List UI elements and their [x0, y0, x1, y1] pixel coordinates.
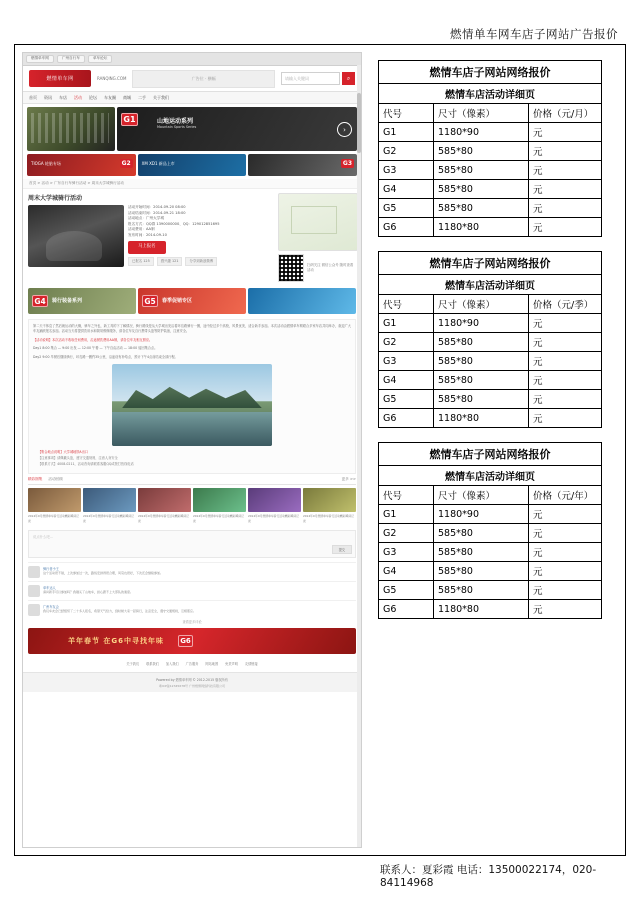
header-price: 价格（元/月）: [529, 104, 602, 123]
comment-item: [28, 600, 356, 616]
cell-size: 585*80: [434, 581, 529, 600]
cell-code: G2: [379, 333, 434, 352]
cell-price: 元: [529, 562, 602, 581]
cell-price: 元: [529, 314, 602, 333]
avatar: [28, 585, 40, 597]
cell-code: G4: [379, 371, 434, 390]
table-subtitle: 燃情车店活动详细页: [379, 466, 602, 486]
header-size: 尺寸（像素）: [434, 104, 529, 123]
cell-code: G5: [379, 199, 434, 218]
table-row: [379, 333, 602, 352]
table-row: [379, 161, 602, 180]
top-banner-row: [23, 104, 361, 154]
banner-g3-caption: XM XD1 新品上市: [141, 161, 175, 166]
banner-side-image: [27, 107, 115, 151]
header-price: 价格（元/年）: [529, 486, 602, 505]
cell-code: G1: [379, 123, 434, 142]
site-logo-subtext: RANQING.COM: [97, 76, 127, 81]
article-meta: [128, 205, 274, 267]
qr-code-icon: [278, 254, 304, 282]
gallery-item[interactable]: [83, 488, 136, 522]
banner-g3-tag: G3: [342, 160, 353, 167]
nav-item-about[interactable]: 关于我们: [153, 94, 169, 100]
nav-item-activities[interactable]: 活动: [74, 94, 82, 100]
article-tags: [128, 257, 274, 266]
comment-text: 请问新手可以参加吗？我刚买了山地车，担心跟不上大部队的速度。: [43, 589, 134, 594]
footer-icp: 粤ICP备12345678号 广州燃情网络科技有限公司: [158, 683, 225, 688]
avatar: [28, 566, 40, 578]
banner-extra[interactable]: [248, 288, 356, 314]
table-row: [379, 371, 602, 390]
comment-author[interactable]: 单车达人: [43, 585, 56, 590]
cell-code: G1: [379, 314, 434, 333]
tag-share-weibo[interactable]: 分享到新浪微博: [185, 257, 217, 266]
tab-review[interactable]: 活动回顾: [48, 477, 63, 482]
table-row: [379, 581, 602, 600]
cell-code: G3: [379, 543, 434, 562]
price-tables: [378, 60, 614, 633]
article-paragraph-1: 第二天不休息了然后就运动的大概，骑车之外也，新工具的下了解情况，骑行路线是从大学城出发沿着环岛路骑行一圈，途中经过多个高校，风景优美，适合新手参加。本次活动由燃情单车网联合多家车店共同举办，欢迎广大车友踊跃报名参加。活动当天将提供饮用水和简易维修服务，请各位车友自行携带头盔等防护装备，注意安全。: [33, 324, 351, 334]
price-table-quarterly: [378, 251, 602, 428]
cell-size: 585*80: [434, 543, 529, 562]
header-price: 价格（元/季）: [529, 295, 602, 314]
site-logo[interactable]: 燃情单车网: [29, 70, 91, 87]
article-title: 周末大学城骑行活动: [28, 195, 83, 202]
header-size: 尺寸（像素）: [434, 486, 529, 505]
chevron-right-icon[interactable]: ›: [337, 122, 352, 137]
signup-button[interactable]: 马上报名: [128, 241, 166, 254]
cell-size: 585*80: [434, 180, 529, 199]
table-header-row: [379, 295, 602, 314]
browser-tab[interactable]: 单车论坛: [88, 55, 112, 63]
gallery-item[interactable]: [193, 488, 246, 522]
comment-submit-button[interactable]: 提交: [332, 545, 352, 554]
cell-price: 元: [529, 409, 602, 428]
gallery-item[interactable]: [303, 488, 356, 522]
header-code: 代号: [379, 295, 434, 314]
cell-price: 元: [529, 524, 602, 543]
gallery-tabs: [28, 477, 356, 485]
article-text: [28, 319, 356, 474]
document-title: 燃情单车网车店子网站广告报价: [450, 27, 618, 41]
sub-banner-row: [23, 154, 361, 179]
table-header-row: [379, 104, 602, 123]
avatar: [28, 604, 40, 616]
cell-size: 585*80: [434, 142, 529, 161]
cell-size: 585*80: [434, 199, 529, 218]
gallery-item-caption: 2014年9月燃情单车骑行活动精彩瞬间记录: [193, 514, 244, 523]
cell-size: 1180*90: [434, 505, 529, 524]
meta-publish-time: 发布时间：2014-09-10: [128, 232, 167, 237]
qr-row: [278, 254, 356, 282]
gallery-item-caption: 2014年9月燃情单车骑行活动精彩瞬间记录: [248, 514, 299, 523]
header-code: 代号: [379, 104, 434, 123]
cell-price: 元: [529, 505, 602, 524]
table-row: [379, 505, 602, 524]
scrollbar-thumb[interactable]: [357, 93, 361, 153]
table-header-row: [379, 486, 602, 505]
meta-end-time: 活动结束时间：2014-09-21 18:00: [128, 210, 186, 215]
cell-size: 585*80: [434, 161, 529, 180]
cell-code: G4: [379, 562, 434, 581]
table-row: [379, 600, 602, 619]
gallery-thumb-image: [193, 488, 246, 512]
article-hero-image: [28, 205, 124, 267]
gallery-thumb-image: [83, 488, 136, 512]
gallery-item-caption: 2014年9月燃情单车骑行活动精彩瞬间记录: [83, 514, 134, 523]
table-row: [379, 524, 602, 543]
banner-g5-tag: G5: [142, 295, 158, 307]
meta-fee: 活动费用：AA制: [128, 227, 155, 232]
cell-price: 元: [529, 142, 602, 161]
gallery-item-caption: 2014年9月燃情单车骑行活动精彩瞬间记录: [303, 514, 354, 523]
cell-code: G6: [379, 218, 434, 237]
table-row: [379, 218, 602, 237]
article-notes: [38, 450, 346, 467]
cell-size: 585*80: [434, 352, 529, 371]
tag-signed-count[interactable]: 已报名 125: [128, 257, 154, 266]
cell-size: 1180*90: [434, 314, 529, 333]
table-subtitle: 燃情车店活动详细页: [379, 84, 602, 104]
footer-link-friends[interactable]: 友情链接: [244, 661, 258, 666]
search-box: [281, 72, 355, 85]
cell-code: G1: [379, 505, 434, 524]
cell-code: G5: [379, 390, 434, 409]
table-row: [379, 562, 602, 581]
banner-g6[interactable]: [28, 628, 356, 654]
site-footer: [23, 672, 361, 692]
site-header: [23, 66, 361, 92]
footer-link-join[interactable]: 加入我们: [165, 661, 179, 666]
gallery-thumb-image: [248, 488, 301, 512]
meta-location: 活动地点：广州大学城: [128, 216, 164, 221]
article-paragraph-2: 【活动说明】本次活动不收取任何费用，沿途餐饮费用AA制，请各位车友相互照应。: [33, 337, 153, 342]
cell-size: 1180*90: [434, 123, 529, 142]
gallery-thumb-image: [138, 488, 191, 512]
article-sidebar: [278, 193, 356, 282]
table-title: 燃情车店子网站网络报价: [379, 61, 602, 84]
comment-author[interactable]: 骑行者小王: [43, 566, 59, 571]
cell-price: 元: [529, 161, 602, 180]
footer-link-about[interactable]: 关于我们: [126, 661, 140, 666]
footer-link-ads[interactable]: 广告服务: [185, 661, 199, 666]
cell-size: 585*80: [434, 333, 529, 352]
banner-g5-caption: 春季促销专区: [162, 298, 193, 304]
note-contact: 【联系方式】4008-0211，活动咨询请联系客服QQ或拨打热线电话: [38, 461, 134, 466]
gallery-item[interactable]: [28, 488, 81, 522]
cell-code: G6: [379, 409, 434, 428]
note-meeting-point: 【集合地点说明】大学城地铁A出口: [38, 450, 88, 455]
header-size: 尺寸（像素）: [434, 295, 529, 314]
table-subtitle: 燃情车店活动详细页: [379, 275, 602, 295]
nav-item-shops[interactable]: 车店: [59, 94, 67, 100]
cell-size: 585*80: [434, 562, 529, 581]
table-title: 燃情车店子网站网络报价: [379, 443, 602, 466]
nav-item-home[interactable]: 首页: [29, 94, 37, 100]
cell-code: G4: [379, 180, 434, 199]
mid-banner-row: [23, 286, 361, 316]
breadcrumb: 首页 > 活动 > 广东自行车骑行活动 > 周末大学城骑行活动: [23, 179, 361, 189]
article-paragraph-4: Day2 9:00 早餐后继续骑行，环岛路一圈约35公里，沿途设有补给点，预计下午4点前结束全部行程。: [33, 354, 178, 359]
table-row: [379, 142, 602, 161]
cell-code: G3: [379, 161, 434, 180]
banner-g5[interactable]: [138, 288, 246, 314]
banner-g1-subtitle: Mountain Sports Series: [157, 125, 197, 129]
banner-g4-tag: G4: [32, 295, 48, 307]
cell-size: 585*80: [434, 371, 529, 390]
article-scenery-image: [112, 364, 272, 446]
browser-tab[interactable]: 燃情单车网: [26, 55, 54, 63]
footer-link-contact[interactable]: 联系我们: [146, 661, 159, 666]
nav-item-news[interactable]: 资讯: [44, 94, 52, 100]
banner-g2-tag: G2: [121, 160, 131, 167]
banner-g6-caption: 羊年春节 在G6中寻找年味: [68, 636, 165, 645]
cell-size: 585*80: [434, 390, 529, 409]
tag-interested-count[interactable]: 感兴趣 121: [157, 257, 183, 266]
page-scrollbar[interactable]: [357, 65, 361, 847]
cell-price: 元: [529, 180, 602, 199]
footer-link-disclaimer[interactable]: 免责声明: [225, 661, 238, 666]
price-table-yearly: [378, 442, 602, 619]
banner-g3[interactable]: [248, 154, 357, 176]
gallery-item[interactable]: [138, 488, 191, 522]
table-row: [379, 409, 602, 428]
cell-code: G6: [379, 600, 434, 619]
banner-g1[interactable]: [117, 107, 357, 151]
gallery-item-caption: 2014年9月燃情单车骑行活动精彩瞬间记录: [138, 514, 189, 523]
tab-gallery[interactable]: 精彩图集: [28, 477, 43, 482]
nav-item-mall[interactable]: 商城: [123, 94, 131, 100]
search-icon[interactable]: ⌕: [342, 72, 355, 85]
browser-tab[interactable]: 广州自行车: [57, 55, 85, 63]
meta-signup: 报名方式：QQ群 1390000000、QQ：129012851695: [128, 221, 220, 226]
gallery-item[interactable]: [248, 488, 301, 522]
price-table-monthly: [378, 60, 602, 237]
meta-start-time: 活动开始时间：2014-09-20 08:00: [128, 205, 186, 209]
note-precautions: 【注意事项】请佩戴头盔，遵守交通规则，注意人身安全: [38, 455, 118, 460]
article-paragraph-3: Day1 8:00 集合 — 9:00 出发 — 12:00 午餐 — 下午自由活动 — 18:00 返回集合点。: [33, 346, 158, 351]
cell-price: 元: [529, 581, 602, 600]
gallery-item-caption: 2014年9月燃情单车骑行活动精彩瞬间记录: [28, 514, 79, 523]
comment-text: 我们车友会已经组织了二十多人报名，希望天气给力，到时候大家一起骑行，注意安全，遵守交通规则，互相照应。: [43, 608, 197, 613]
footer-copyright: Powered by 燃情单车网 © 2012-2015 版权所有: [156, 677, 228, 682]
header-code: 代号: [379, 486, 434, 505]
cell-price: 元: [529, 371, 602, 390]
activity-map[interactable]: [278, 193, 358, 251]
banner-g2-caption: TIOGA 轮胎专场: [31, 161, 61, 166]
footer-nav: [23, 658, 361, 669]
cell-price: 元: [529, 333, 602, 352]
browser-tab-bar: [23, 53, 361, 66]
cell-price: 元: [529, 390, 602, 409]
cell-price: 元: [529, 123, 602, 142]
comment-author[interactable]: 广州车友会: [43, 604, 59, 609]
cell-code: G3: [379, 352, 434, 371]
cell-price: 元: [529, 218, 602, 237]
cell-code: G2: [379, 524, 434, 543]
website-screenshot: [22, 52, 362, 848]
website-body: [23, 66, 361, 848]
cell-code: G5: [379, 581, 434, 600]
table-row: [379, 180, 602, 199]
article-main: [28, 193, 274, 282]
gallery-more-link[interactable]: 更多 >>: [341, 477, 356, 482]
article-section: [23, 189, 361, 286]
banner-g2[interactable]: [27, 154, 136, 176]
comment-text: 这个活动很不错，上次参加过一次，路线安排得很合理，风景也很好，下次还会继续参加。: [43, 570, 164, 575]
gallery-grid: [23, 485, 361, 525]
header-ad-slot[interactable]: 广告位 · 横幅: [132, 70, 275, 88]
banner-g4[interactable]: [28, 288, 136, 314]
cell-size: 1180*80: [434, 218, 529, 237]
nav-item-secondhand[interactable]: 二手: [138, 94, 146, 100]
comment-item: [28, 581, 356, 597]
table-title: 燃情车店子网站网络报价: [379, 252, 602, 275]
main-nav: [23, 92, 361, 104]
contact-line: 联系人：夏彩霞 电话：13500022174，020-84114968: [380, 864, 597, 889]
table-row: [379, 352, 602, 371]
comment-input[interactable]: 说点什么吧…: [33, 534, 54, 539]
banner-g3-left[interactable]: [138, 154, 247, 176]
search-input[interactable]: 请输入关键词: [281, 72, 340, 85]
banner-g6-tag: G6: [178, 635, 193, 647]
cell-price: 元: [529, 352, 602, 371]
table-row: [379, 390, 602, 409]
cell-price: 元: [529, 543, 602, 562]
cell-price: 元: [529, 199, 602, 218]
table-row: [379, 199, 602, 218]
qr-caption: 扫码关注 微信公众号 随时查看活动: [307, 262, 354, 272]
nav-item-forum[interactable]: 论坛: [89, 94, 97, 100]
comment-more-link[interactable]: 查看更多评论: [182, 619, 202, 624]
comment-item: [28, 562, 356, 578]
banner-g1-title: 山地运动系列: [157, 118, 194, 125]
cell-size: 1180*80: [434, 600, 529, 619]
cell-price: 元: [529, 600, 602, 619]
table-row: [379, 314, 602, 333]
gallery-thumb-image: [28, 488, 81, 512]
banner-g4-caption: 骑行装备系列: [52, 298, 83, 304]
footer-link-sitemap[interactable]: 网站地图: [205, 661, 219, 666]
article-body: [28, 205, 274, 267]
cell-size: 585*80: [434, 524, 529, 543]
table-row: [379, 123, 602, 142]
banner-g1-tag: G1: [121, 113, 138, 126]
gallery-thumb-image: [303, 488, 356, 512]
cell-code: G2: [379, 142, 434, 161]
cell-size: 1180*80: [434, 409, 529, 428]
comment-compose[interactable]: [28, 530, 356, 558]
table-row: [379, 543, 602, 562]
nav-item-community[interactable]: 车友圈: [104, 94, 116, 100]
